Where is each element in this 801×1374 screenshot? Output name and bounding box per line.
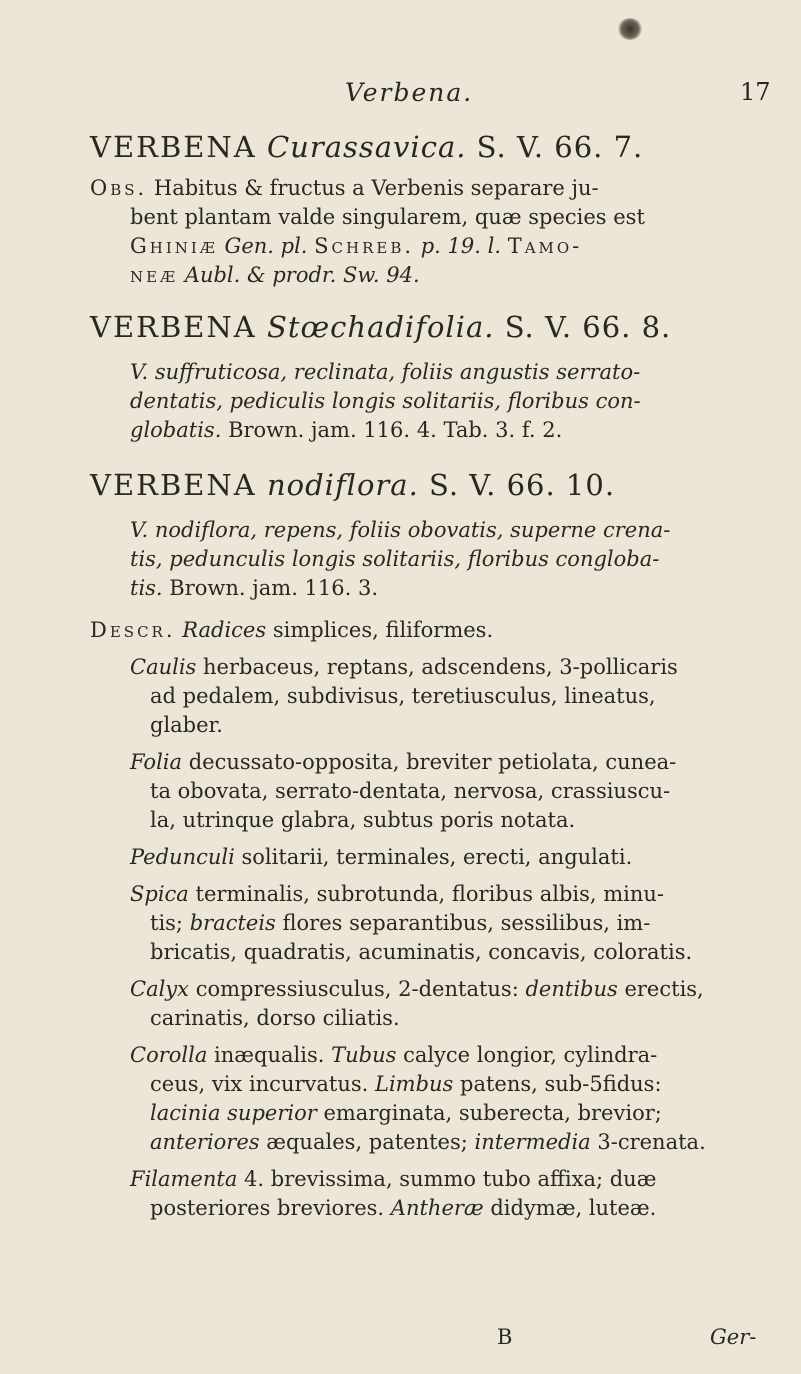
catchword: Ger- — [710, 1325, 757, 1349]
signature-mark: B — [497, 1325, 513, 1349]
entry-nodiflora — [92, 468, 782, 603]
running-head — [0, 78, 801, 118]
entry-heading: VERBENA Stœchadifolia. S. V. 66. 8. — [90, 310, 672, 344]
entry-curassavica — [92, 130, 782, 290]
entry-heading: VERBENA nodiflora. S. V. 66. 10. — [90, 468, 616, 502]
entry-heading: VERBENA Curassavica. S. V. 66. 7. — [90, 130, 644, 164]
ink-blot — [617, 18, 643, 40]
descr-label: Descr. — [90, 618, 176, 642]
obs-paragraph: Obs. Habitus & fructus a Verbenis separare ju- bent plantam valde singularem, quæ species est Ghiniæ Gen. pl. Schreb. p. 19. l. Tamo- neæ Aubl. & prodr. Sw. 94. — [90, 176, 645, 287]
diagnosis: V. suffruticosa, reclinata, foliis angustis serrato- dentatis, pediculis longis solitariis, floribus con- globatis. Brown. jam. 116. 4. Tab. 3. f. 2. — [130, 360, 641, 442]
page-number: 17 — [740, 78, 771, 106]
description: Descr. Radices simplices, filiformes. Caulis herbaceus, reptans, adscendens, 3-pollicaris ad pedalem, subdivisus, teretiusculus, lineatus, glaber. Folia decussato-opposita, breviter petiolata, cunea- ta obovata, serrato-dentata, nervosa, crassiuscu- la, utrinque glabra, subtus poris notata. Pedunculi solitarii, terminales, erecti, angulati. Spica terminalis, subrotunda, floribus albis, minu- tis; bracteis flores separantibus, sessilibus, im- bricatis, quadratis, acuminatis, concavis, coloratis. Calyx compressiusculus, 2-dentatus: dentibus erectis, carinatis, dorso ciliatis. Corolla inæqualis. Tubus calyce longior, cylindra- ceus, vix incurvatus. Limbus patens, sub-5fidus: lacinia superior emarginata, suberecta, brevior; anteriores æquales, patentes; intermedia 3-crenata. Filamenta 4. brevissima, summo tubo affixa; duæ posteriores breviores. Antheræ didymæ, luteæ. — [90, 618, 706, 1220]
obs-label: Obs. — [90, 176, 148, 200]
entry-stoechadifolia — [92, 310, 782, 445]
page-footer — [0, 1325, 801, 1365]
running-title: Verbena. — [345, 78, 474, 107]
diagnosis: V. nodiflora, repens, foliis obovatis, superne crena- tis, pedunculis longis solitariis, floribus congloba- tis. Brown. jam. 116. 3. — [130, 518, 671, 600]
